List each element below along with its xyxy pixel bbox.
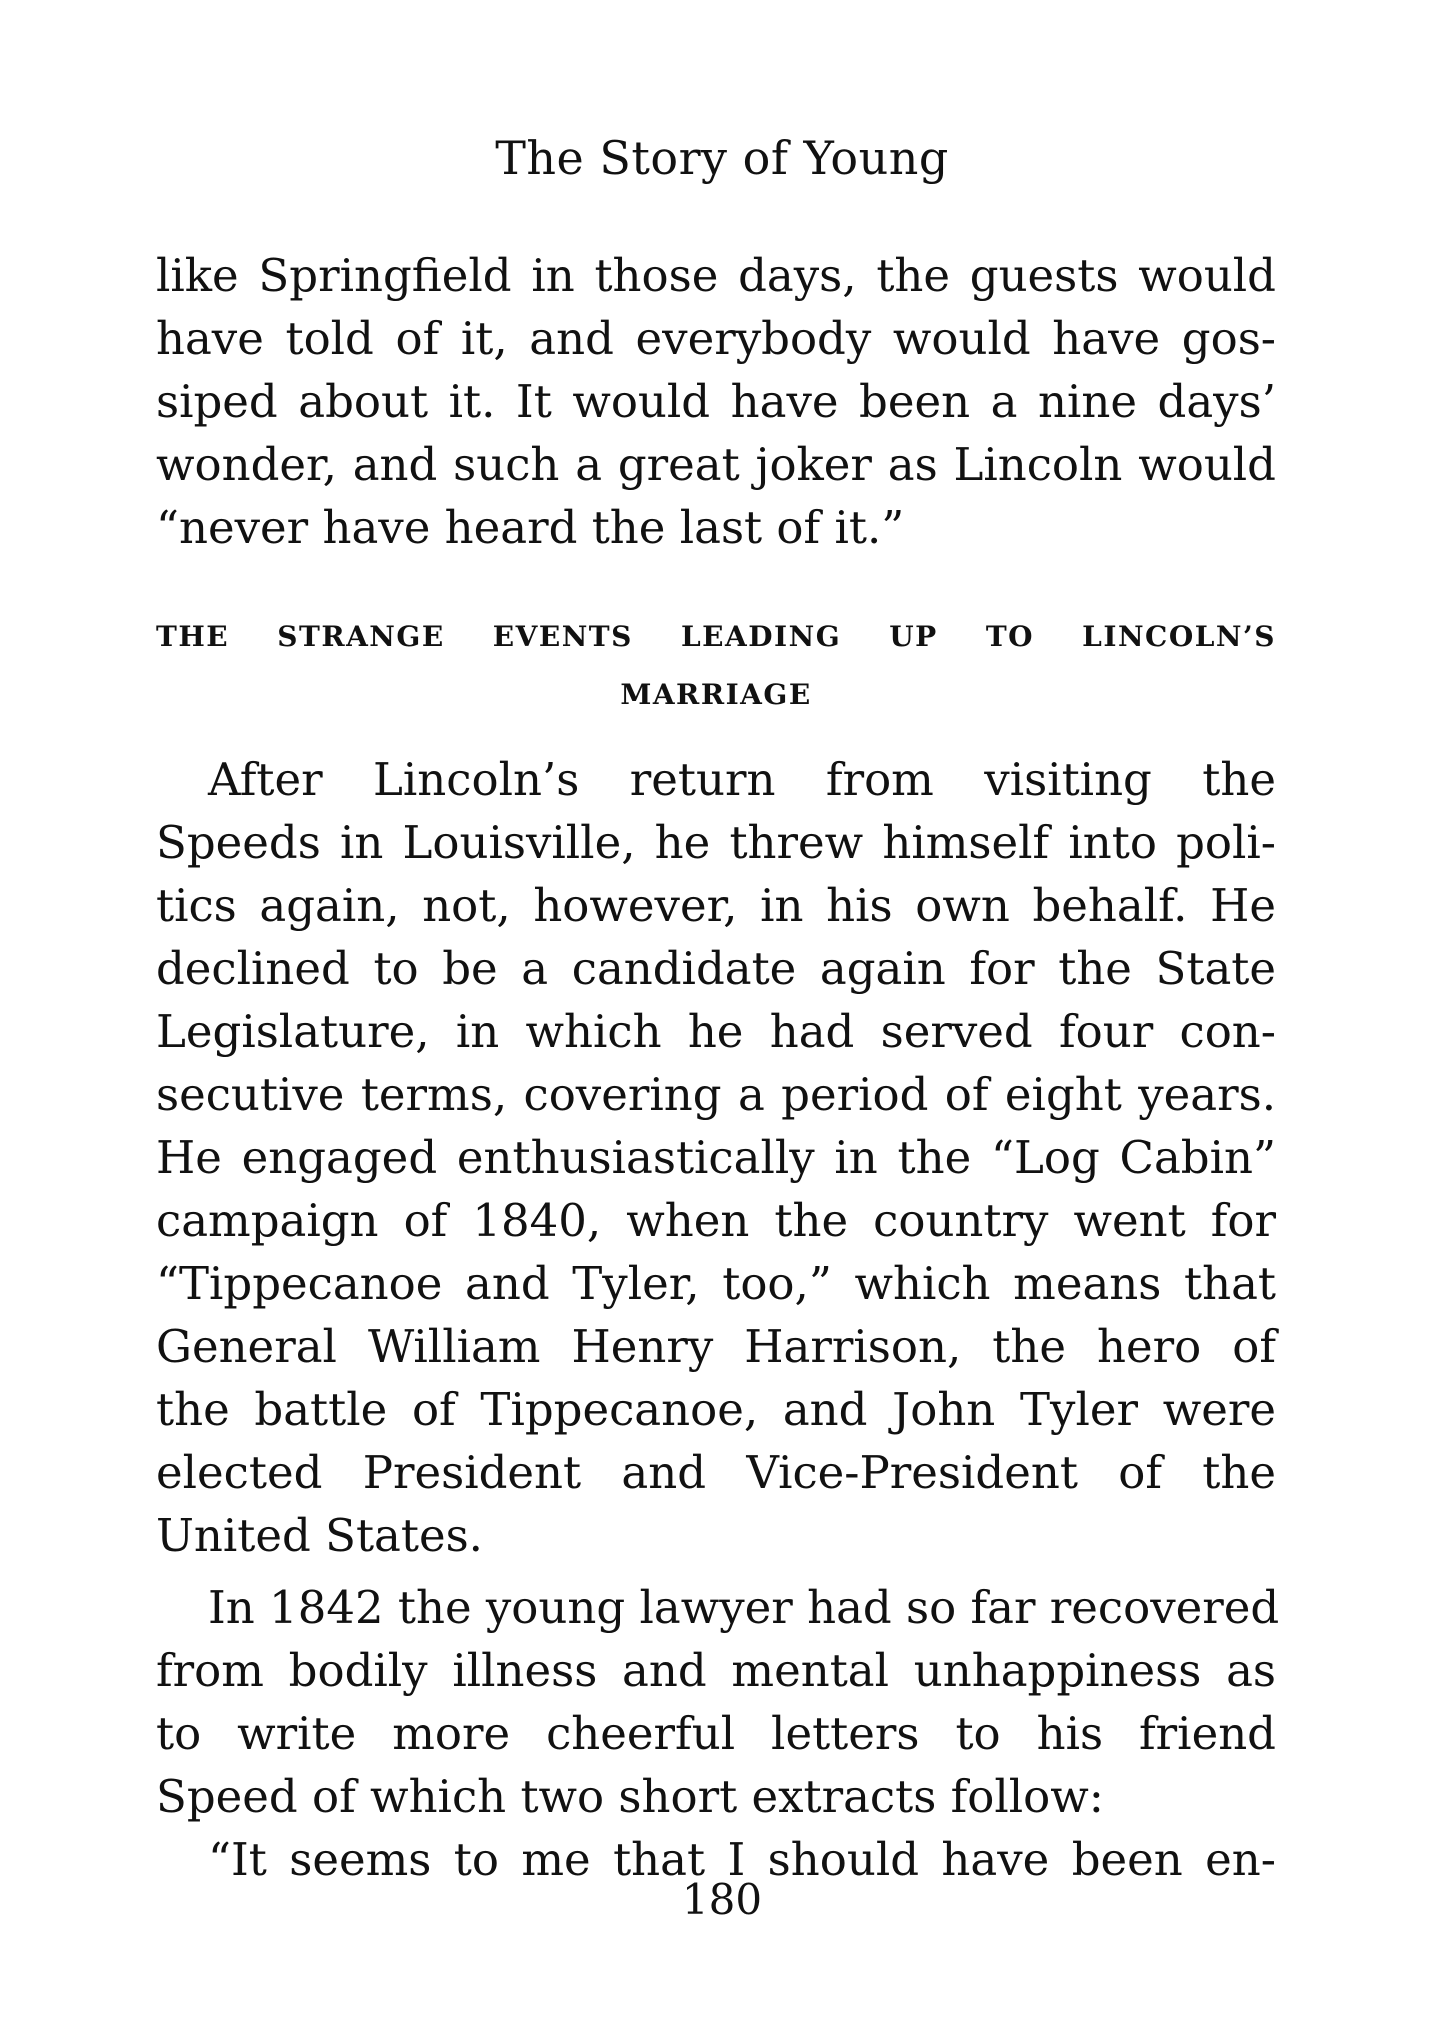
text-line: wonder, and such a great joker as Lincoln would xyxy=(156,438,1276,491)
text-line: United States. xyxy=(156,1509,483,1562)
text-line: Legislature, in which he had served four con- xyxy=(156,1005,1276,1058)
text-line: the battle of Tippecanoe, and John Tyler were xyxy=(156,1383,1276,1436)
text-line: like Springfield in those days, the guests would xyxy=(156,249,1276,302)
text-line: He engaged enthusiastically in the “Log Cabin” xyxy=(156,1131,1276,1184)
text-line: siped about it. It would have been a nine days’ xyxy=(156,375,1276,428)
text-line: elected President and Vice-President of the xyxy=(156,1446,1276,1499)
text-line: have told of it, and everybody would have gos- xyxy=(156,312,1276,365)
section-heading xyxy=(156,608,1276,724)
text-line: secutive terms, covering a period of eight years. xyxy=(156,1068,1276,1121)
text-line: In 1842 the young lawyer had so far recovered xyxy=(208,1581,1280,1634)
text-line: “It seems to me that I should have been en- xyxy=(208,1833,1276,1886)
text-line: from bodily illness and mental unhappiness as xyxy=(156,1644,1276,1697)
paragraph-letters-to-speed xyxy=(156,1576,1280,1891)
text-line: After Lincoln’s return from visiting the xyxy=(208,753,1276,806)
text-line: Speeds in Louisville, he threw himself into poli- xyxy=(156,816,1276,869)
paragraph-continued xyxy=(156,244,1276,559)
text-line: “never have heard the last of it.” xyxy=(156,501,905,554)
paragraph-lincoln-politics xyxy=(156,748,1276,1567)
running-head: The Story of Young xyxy=(495,131,949,185)
text-line: campaign of 1840, when the country went for xyxy=(156,1194,1276,1247)
text-line: tics again, not, however, in his own behalf. He xyxy=(156,879,1276,932)
text-line: Speed of which two short extracts follow: xyxy=(156,1770,1104,1823)
section-heading-line: MARRIAGE xyxy=(620,678,812,711)
text-line: “Tippecanoe and Tyler, too,” which means that xyxy=(156,1257,1276,1310)
section-heading-line: THE STRANGE EVENTS LEADING UP TO LINCOLN’S xyxy=(156,620,1276,653)
text-line: to write more cheerful letters to his friend xyxy=(156,1707,1276,1760)
page-number: 180 xyxy=(681,1875,763,1924)
text-line: General William Henry Harrison, the hero of xyxy=(156,1320,1276,1373)
text-line: declined to be a candidate again for the State xyxy=(156,942,1276,995)
